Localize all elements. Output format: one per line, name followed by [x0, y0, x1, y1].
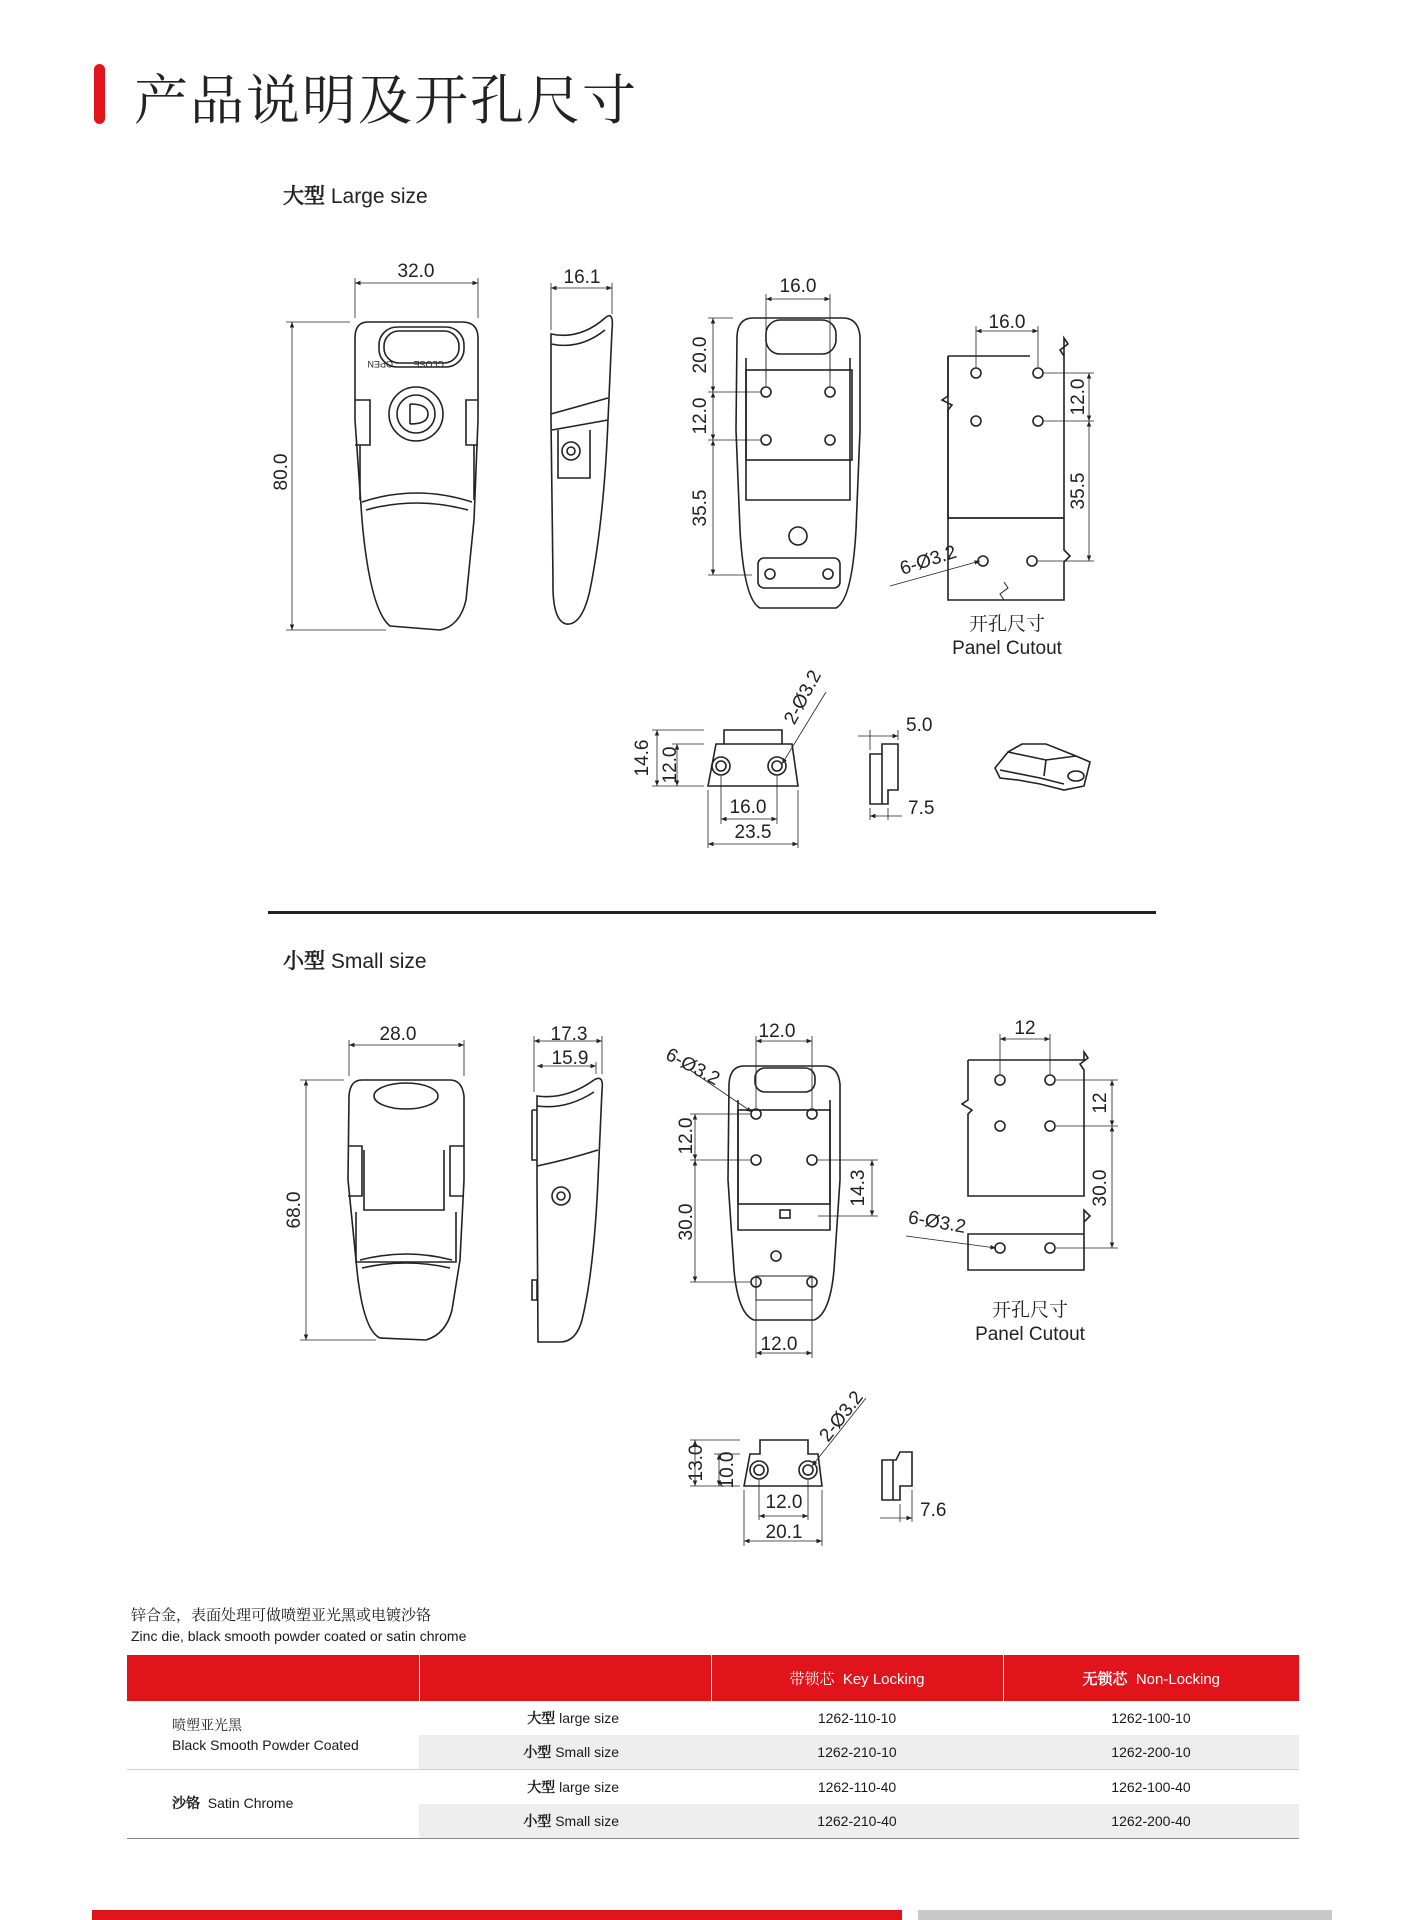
small-cutout-d1: 12 [1090, 1092, 1111, 1114]
large-cutout-d2: 35.5 [1068, 472, 1089, 510]
small-cutout-label-en: Panel Cutout [975, 1324, 1085, 1345]
header-non-locking: 无锁芯 Non-Locking [1003, 1655, 1299, 1701]
large-front-width: 32.0 [397, 261, 435, 282]
large-keeper-h2: 12.0 [660, 746, 681, 784]
large-keeper-t1: 5.0 [906, 715, 933, 736]
large-cutout-label-en: Panel Cutout [952, 638, 1062, 659]
small-cutout-label-cn: 开孔尺寸 [991, 1299, 1069, 1321]
large-keeper-h1: 14.6 [632, 739, 653, 777]
page-title: 产品说明及开孔尺寸 [134, 69, 638, 132]
header-blank-1 [127, 1655, 419, 1701]
large-keeper-t2: 7.5 [908, 798, 935, 819]
large-side-depth: 16.1 [563, 267, 601, 288]
small-cutout-d2: 30.0 [1090, 1169, 1111, 1207]
large-keeper-w1: 16.0 [729, 797, 767, 818]
small-back-holes: 6-Ø3.2 [662, 1044, 724, 1091]
small-cutout-width: 12 [1014, 1018, 1036, 1039]
section-divider [268, 911, 1156, 914]
finish-satin-chrome: 沙铬 Satin Chrome [127, 1770, 419, 1839]
small-side-depth2: 15.9 [551, 1048, 589, 1069]
footer-gray-bar [918, 1910, 1332, 1920]
large-back-d1: 20.0 [690, 336, 711, 374]
header-key-locking: 带锁芯 Key Locking [711, 1655, 1003, 1701]
large-keeper-w2: 23.5 [734, 822, 772, 843]
table-row: 喷塑亚光黑 Black Smooth Powder Coated 大型 large size 1262-110-10 1262-100-10 [127, 1701, 1299, 1735]
material-note-cn: 锌合金，表面处理可做喷塑亚光黑或电镀沙铬 [131, 1606, 432, 1624]
small-cutout-holes: 6-Ø3.2 [906, 1207, 968, 1238]
large-cutout-label-cn: 开孔尺寸 [968, 613, 1046, 635]
small-keeper-holes: 2-Ø3.2 [815, 1387, 868, 1446]
open-label: OPEN [367, 359, 393, 369]
table-row: 小型 Small size 1262-210-40 1262-200-40 [127, 1804, 1299, 1839]
header-blank-2 [419, 1655, 711, 1701]
large-front-view [286, 278, 478, 630]
material-note-en: Zinc die, black smooth powder coated or satin chrome [131, 1628, 467, 1644]
small-front-height: 68.0 [284, 1191, 305, 1229]
large-cutout-holes: 6-Ø3.2 [897, 541, 960, 580]
table-row: 小型 Small size 1262-210-10 1262-200-10 [127, 1735, 1299, 1770]
small-back-d3: 14.3 [848, 1169, 869, 1207]
table-row: 沙铬 Satin Chrome 大型 large size 1262-110-40 1262-100-40 [127, 1770, 1299, 1805]
large-back-view [708, 294, 860, 608]
large-back-d2: 12.0 [690, 397, 711, 435]
table-header-row [127, 1655, 1299, 1701]
small-keeper-h2: 10.0 [717, 1451, 738, 1489]
small-side-depth1: 17.3 [550, 1024, 588, 1045]
large-keeper-holes: 2-Ø3.2 [780, 666, 827, 728]
small-panel-cutout [906, 1034, 1118, 1270]
large-size-heading: 大型 Large size [283, 184, 428, 208]
small-back-d2: 30.0 [676, 1203, 697, 1241]
large-keeper-views [652, 692, 1090, 848]
large-back-width: 16.0 [779, 276, 817, 297]
small-keeper-w1: 12.0 [765, 1492, 803, 1513]
large-cutout-d1: 12.0 [1068, 378, 1089, 416]
small-size-heading: 小型 Small size [283, 949, 427, 973]
large-front-height: 80.0 [271, 453, 292, 491]
large-side-view [551, 283, 612, 624]
finish-black: 喷塑亚光黑 Black Smooth Powder Coated [127, 1701, 419, 1770]
part-number-table [127, 1655, 1299, 1839]
footer-red-bar [92, 1910, 902, 1920]
close-label: CLOSE [413, 359, 444, 369]
small-side-view [532, 1036, 602, 1342]
small-back-d1: 12.0 [676, 1117, 697, 1155]
large-back-d3: 35.5 [690, 489, 711, 527]
small-back-bottom: 12.0 [760, 1334, 798, 1355]
small-back-width: 12.0 [758, 1021, 796, 1042]
large-cutout-width: 16.0 [988, 312, 1026, 333]
small-keeper-t1: 7.6 [920, 1500, 947, 1521]
small-keeper-h1: 13.0 [686, 1444, 707, 1482]
small-keeper-w2: 20.1 [765, 1522, 803, 1543]
small-front-width: 28.0 [379, 1024, 417, 1045]
small-front-view [300, 1040, 464, 1340]
